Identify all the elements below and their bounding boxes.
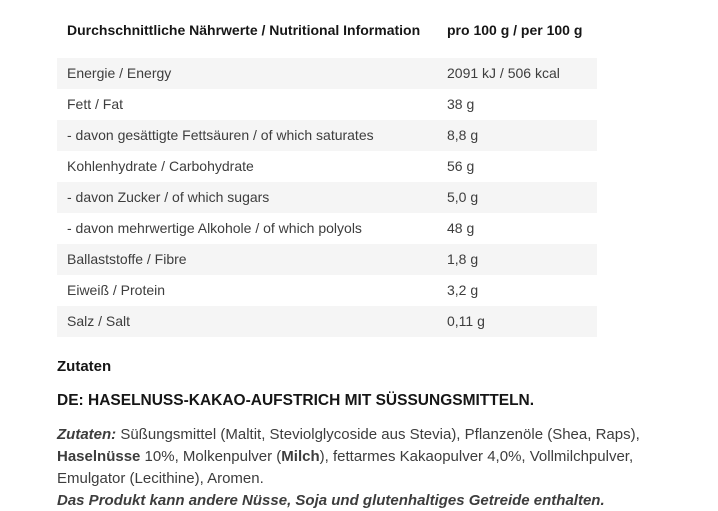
nutrient-value: 5,0 g	[447, 189, 479, 205]
table-row	[57, 89, 597, 120]
table-row	[57, 213, 597, 244]
nutrient-value: 48 g	[447, 220, 475, 236]
table-row	[57, 58, 597, 89]
nutrient-label: Salz / Salt	[67, 313, 131, 329]
table-header-nutrients: Durchschnittliche Nährwerte / Nutritional Information	[67, 22, 421, 38]
nutrient-label: Ballaststoffe / Fibre	[67, 251, 187, 267]
table-header-per-100g: pro 100 g / per 100 g	[447, 22, 583, 38]
ingredients-heading: Zutaten	[57, 358, 112, 375]
ingredients-text: ), fettarmes Kakaopulver 4,0%, Vollmilchpulver, Emulgator (Lecithine), Aromen.	[57, 448, 634, 487]
ingredients-section	[57, 358, 661, 511]
nutrient-value: 56 g	[447, 158, 475, 174]
nutrient-label: - davon mehrwertige Alkohole / of which polyols	[67, 220, 362, 236]
product-title: DE: HASELNUSS-KAKAO-AUFSTRICH MIT SÜSSUNGSMITTELN.	[57, 392, 535, 409]
nutrient-value: 38 g	[447, 96, 475, 112]
nutrient-label: - davon Zucker / of which sugars	[67, 189, 270, 205]
nutrition-table	[57, 17, 597, 337]
table-row	[57, 244, 597, 275]
nutrient-value: 8,8 g	[447, 127, 479, 143]
nutrient-label: - davon gesättigte Fettsäuren / of which saturates	[67, 127, 374, 143]
table-header-row	[57, 17, 597, 39]
nutrient-value: 1,8 g	[447, 251, 479, 267]
ingredients-text: Süßungsmittel (Maltit, Steviolglycoside aus Stevia), Pflanzenöle (Shea, Raps),	[116, 426, 640, 443]
ingredients-lead-label: Zutaten:	[57, 426, 117, 443]
nutrient-label: Eiweiß / Protein	[67, 282, 166, 298]
table-row	[57, 306, 597, 337]
nutrient-label: Fett / Fat	[67, 96, 124, 112]
table-row	[57, 182, 597, 213]
nutrient-label: Energie / Energy	[67, 65, 172, 81]
nutrient-value: 2091 kJ / 506 kcal	[447, 65, 560, 81]
table-row	[57, 120, 597, 151]
allergy-note: Das Produkt kann andere Nüsse, Soja und glutenhaltiges Getreide enthalten.	[57, 492, 605, 509]
allergen-milk: Milch	[281, 448, 320, 465]
nutrient-value: 0,11 g	[447, 313, 485, 329]
allergen-hazelnut: Haselnüsse	[57, 448, 141, 465]
table-row	[57, 151, 597, 182]
table-row	[57, 275, 597, 306]
ingredients-text: 10%, Molkenpulver (	[140, 448, 282, 465]
nutrient-label: Kohlenhydrate / Carbohydrate	[67, 158, 254, 174]
nutrient-value: 3,2 g	[447, 282, 479, 298]
ingredients-paragraph	[57, 424, 661, 490]
